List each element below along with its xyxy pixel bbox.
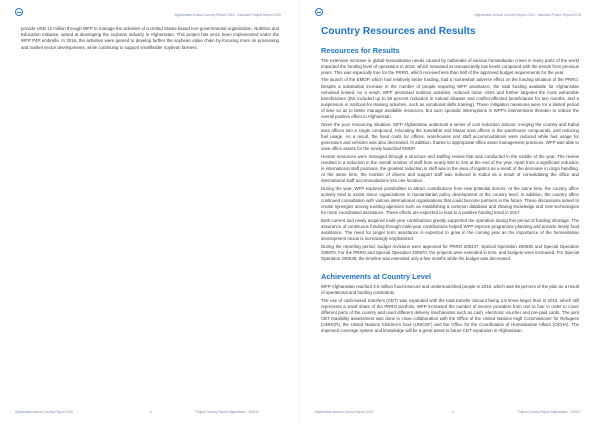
page-number: 5 [150, 410, 152, 414]
body-paragraph: The use of cash-based transfers (CBT) was expanded with the total transfer amount being 2.5 times larger than in 2015, which still represents a small share of the PRRO portfolio. WFP increased the number of service providers from one to four in order to cover different parts of the country and used different delivery mechanisms such as cash, electronic voucher and pre-paid cards. The joint CBT feasibility assessment was done in close collaboration with the Office of the United Nations High Commissioner for Refugees (UNHCR), the United Nations Children's fund (UNICEF) and the Office for the Coordination of Humanitarian Affairs (OCHA). The improved coverage system and knowledge will be a great asset to future CBT expansion in Afghanistan. [321, 297, 579, 333]
body-paragraph: Both current and newly acquired multi-year contributions greatly supported the operation during this period of funding shortage. The assurance of continuous funding through multi-year contributions helped WFP improve programme planning and provide timely food assistance. The need for longer term assistance is expected to grow in the coming year as the importance of the humanitarian development nexus is increasingly emphasized. [321, 217, 579, 242]
right-page [300, 0, 600, 424]
body-paragraph: Given the poor resourcing situation, WFP Afghanistan undertook a series of cost reduction actions: merging the country and Kabul area offices into a single compound, relocating the Kandahar and Mazar area offices in the warehouse compounds, and reducing fuel usage. As a result, the fixed costs for offices, warehouses and staff accommodations were reduced while fuel usage for generators and vehicles was also decreased. In addition, thanks to appropriate office asset management practices, WFP was able to save office assets for the newly launched EMOP. [321, 121, 579, 152]
left-page-body [21, 26, 279, 52]
body-paragraph: WFP Afghanistan reached 3.5 million food-insecure and undernourished people in 2016, which was 96 percent of the plan as a result of operational and funding constraints. [321, 283, 579, 295]
body-paragraph: During the reporting period, budget revisions were approved for PRRO 200447, Special Operation 200635 and Special Operation 200870. For the PRRO and Special Operation 200870, the projects were extended in time, and budgets were increased. For Special Operation 200635, the timeline was extended only a few months while the budget was decreased. [321, 243, 579, 262]
page-header: Afghanistan Annual Country Report 2016 - Standard Project Report 2016 [474, 13, 581, 17]
footer-right: Project Country Report Afghanistan - 200447 [195, 410, 259, 414]
body-paragraph: The extensive increase in global humanitarian needs caused by outbreaks of various humanitarian crises in many parts of the world impacted the funding level of operations in 2016, which remained at unexpectedly low levels compared with the trends from previous years. This was especially true for the PRRO, which received less than half of the approved budget requirements for the year. [321, 57, 579, 75]
section-heading-achievements: Achievements at Country Level [321, 272, 432, 282]
wfp-logo-icon [315, 8, 323, 16]
page-header: Afghanistan Annual Country Report 2016 - Standard Project Report 2016 [174, 13, 281, 17]
footer-right: Project Country Report Afghanistan - 200447 [517, 410, 581, 414]
body-paragraph: During the year, WFP explored possibilities to attract contributions from new potential donors. At the same time, the country office actively tried to assist donor organizations in humanitarian policy development at the country level. In addition, the country office continued consultation with various international organisations that could become partners in the future. These discussions aimed to create synergies among existing agencies such as establishing a common database and sharing knowledge and new technologies for more coordinated assistance. These efforts are expected to lead to a positive funding trend in 2017. [321, 185, 579, 216]
body-paragraph: Human resources were managed through a structure and staffing review that was conducted in the middle of the year. The review resulted in a reduction in the overall number of staff from nearly 500 to 440 at the end of the year. Apart from a significant reduction in international staff positions, the greatest reduction in staff was in the area of logistics as a result of the decrease in cargo handling. At the same time, the number of drivers and support staff was reduced in Kabul as a result of consolidating the office and international staff accommodations into one location. [321, 153, 579, 184]
page-title: Country Resources and Results [321, 26, 476, 37]
body-paragraph: The launch of the EMOP, which had relatively better funding, had a 'somewhat' adverse effect on the funding situation of the PRRO. Despite a substantial increase in the number of people requiring WFP assistance, the total funding available for Afghanistan remained limited. As a result, WFP prioritised nutrition activities, reduced ration sizes and further targeted the most vulnerable beneficiaries (this included up to 50 percent reduction in natural disaster and conflict-affected beneficiaries for two months, and a suspension in nonfood-for-training activities, such as vocational skills training). These mitigation measures were for a limited period of time so as to better manage available resources, but such sporadic interruptions in WFP's interventions threaten to reduce the overall positive effect in Afghanistan. [321, 77, 579, 120]
right-page-body [321, 26, 579, 336]
section-heading-resources: Resources for Results [321, 46, 400, 55]
page-number: 6 [452, 410, 454, 414]
footer-left: Afghanistan Annual Country Report 2016 [15, 410, 73, 414]
body-paragraph: provide USD 12 million through WFP to manage the activities of a United States-based non-governmental organization, Nutrition and Education Initiative, aimed at developing the soybean industry in Afghanistan. This project has since been implemented under the WFP P4P umbrella. In 2016, the activities were geared to develop further the soybean value chain by focusing more on processing and market sector developments, while continuing to support smallholder soybean farmers. [21, 26, 279, 50]
footer-left: Afghanistan Annual Country Report 2016 [315, 410, 373, 414]
wfp-logo-icon [15, 8, 23, 16]
